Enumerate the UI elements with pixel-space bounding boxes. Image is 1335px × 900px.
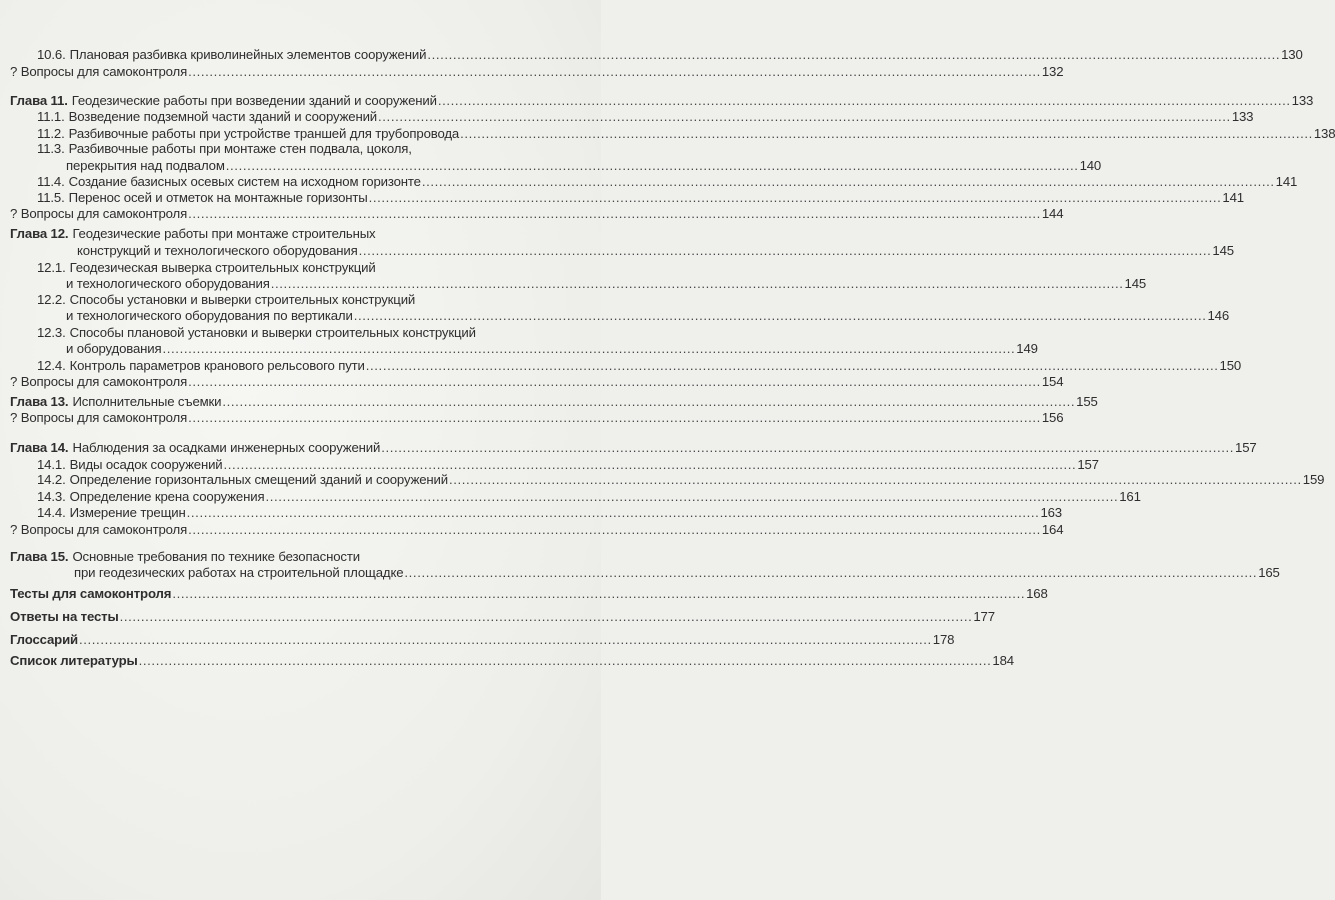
entry-title: Разбивочные работы при монтаже стен подвала, цоколя, — [68, 141, 412, 156]
section-number: 11.4. — [37, 174, 65, 189]
dot-leader: ........................................................................................................................................................................................................ — [225, 158, 1079, 173]
dot-leader: ........................................................................................................................................................................................................ — [188, 522, 1041, 537]
page-number: 141 — [1222, 190, 1244, 205]
page-number: 161 — [1119, 489, 1141, 504]
page-number: 150 — [1219, 358, 1242, 373]
dot-leader: ........................................................................................................................................................................................................ — [358, 243, 1212, 258]
toc-entry-line[interactable] — [37, 325, 540, 341]
dot-leader: ........................................................................................................................................................................................................ — [427, 47, 1281, 62]
page-number: 141 — [1275, 174, 1298, 189]
entry-title: ? Вопросы для самоконтроля — [10, 410, 188, 425]
dot-leader: ........................................................................................................................................................................................................ — [79, 632, 932, 647]
dot-leader: ........................................................................................................................................................................................................ — [162, 341, 1016, 356]
chapter-label: Глава 15. — [10, 549, 69, 564]
toc-entry-line[interactable] — [37, 141, 540, 157]
toc-entry-line[interactable] — [10, 206, 1064, 222]
toc-entry-line[interactable] — [10, 522, 1064, 538]
entry-title: конструкций и технологического оборудования — [77, 243, 358, 258]
page-number: 163 — [1040, 505, 1062, 520]
entry-title: Исполнительные съемки — [72, 394, 222, 409]
page-number: 156 — [1041, 410, 1064, 425]
page-number: 145 — [1124, 276, 1147, 291]
dot-leader: ........................................................................................................................................................................................................ — [381, 440, 1235, 455]
toc-entry-line[interactable] — [37, 174, 1298, 190]
page-number: 184 — [992, 653, 1014, 668]
section-number: 14.2. — [37, 472, 66, 487]
entry-title: при геодезических работах на строительной площадке — [74, 565, 404, 580]
dot-leader: ........................................................................................................................................................................................................ — [460, 126, 1313, 141]
toc-entry-line[interactable] — [66, 308, 1230, 324]
page-number: 155 — [1076, 394, 1098, 409]
dot-leader: ........................................................................................................................................................................................................ — [188, 206, 1041, 221]
page-number: 154 — [1041, 374, 1064, 389]
entry-title: Создание базисных осевых систем на исходном горизонте — [68, 174, 421, 189]
toc-entry-line[interactable] — [37, 358, 1242, 374]
dot-leader: ........................................................................................................................................................................................................ — [172, 586, 1026, 601]
entry-title: Разбивочные работы при устройстве траншей для трубопровода — [68, 126, 460, 141]
page-number: 144 — [1041, 206, 1064, 221]
page-number: 130 — [1281, 47, 1303, 62]
dot-leader: ........................................................................................................................................................................................................ — [449, 472, 1302, 487]
entry-title: и технологического оборудования по вертикали — [66, 308, 353, 323]
entry-title: Перенос осей и отметок на монтажные горизонты — [68, 190, 368, 205]
entry-title: Определение крена сооружения — [69, 489, 265, 504]
page-number: 157 — [1077, 457, 1099, 472]
toc-entry-line[interactable] — [10, 93, 1314, 109]
dot-leader: ........................................................................................................................................................................................................ — [404, 565, 1258, 580]
dot-leader: ........................................................................................................................................................................................................ — [378, 109, 1231, 124]
section-number: 11.3. — [37, 141, 65, 156]
toc-entry-line[interactable] — [10, 632, 955, 648]
toc-entry-line[interactable] — [37, 472, 1325, 488]
section-number: 12.3. — [37, 325, 66, 340]
page-number: 145 — [1212, 243, 1234, 258]
toc-entry-line[interactable] — [66, 341, 1038, 357]
page-number: 159 — [1302, 472, 1325, 487]
toc-entry-line[interactable] — [37, 505, 1062, 521]
entry-title: Основные требования по технике безопасности — [72, 549, 360, 564]
page-number: 149 — [1016, 341, 1038, 356]
entry-title: Виды осадок сооружений — [69, 457, 223, 472]
entry-title: ? Вопросы для самоконтроля — [10, 522, 188, 537]
entry-title: Определение горизонтальных смещений зданий и сооружений — [69, 472, 448, 487]
section-number: 10.6. — [37, 47, 66, 62]
entry-title: перекрытия над подвалом — [66, 158, 225, 173]
section-number: 12.2. — [37, 292, 66, 307]
dot-leader: ........................................................................................................................................................................................................ — [265, 489, 1119, 504]
toc-entry-line[interactable] — [37, 292, 540, 308]
toc-entry-line[interactable] — [10, 394, 1098, 410]
entry-title: Глоссарий — [10, 632, 78, 647]
toc-entry-line[interactable] — [10, 440, 1257, 456]
entry-title: Тесты для самоконтроля — [10, 586, 172, 601]
toc-entry-line[interactable] — [37, 489, 1141, 505]
toc-entry-line[interactable] — [37, 109, 1254, 125]
dot-leader: ........................................................................................................................................................................................................ — [138, 653, 992, 668]
entry-title: Измерение трещин — [69, 505, 186, 520]
toc-entry-line[interactable] — [10, 549, 540, 565]
section-number: 11.2. — [37, 126, 65, 141]
chapter-label: Глава 11. — [10, 93, 68, 108]
section-number: 14.1. — [37, 457, 66, 472]
entry-title: ? Вопросы для самоконтроля — [10, 374, 188, 389]
page-number: 146 — [1207, 308, 1230, 323]
toc-entry-line[interactable] — [10, 374, 1064, 390]
entry-title: Наблюдения за осадками инженерных сооружений — [72, 440, 381, 455]
page-number: 157 — [1235, 440, 1257, 455]
toc-entry-line[interactable] — [10, 410, 1064, 426]
dot-leader: ........................................................................................................................................................................................................ — [223, 457, 1077, 472]
entry-title: и оборудования — [66, 341, 162, 356]
page-number: 178 — [932, 632, 955, 647]
page-number: 138 — [1313, 126, 1335, 141]
page-number: 168 — [1026, 586, 1048, 601]
section-number: 14.4. — [37, 505, 66, 520]
page-number: 132 — [1041, 64, 1064, 79]
toc-entry-line[interactable] — [37, 126, 1335, 142]
dot-leader: ........................................................................................................................................................................................................ — [186, 505, 1040, 520]
dot-leader: ........................................................................................................................................................................................................ — [188, 410, 1041, 425]
dot-leader: ........................................................................................................................................................................................................ — [368, 190, 1222, 205]
entry-title: Плановая разбивка криволинейных элементов сооружений — [69, 47, 427, 62]
toc-entry-line[interactable] — [37, 47, 1303, 63]
section-number: 14.3. — [37, 489, 66, 504]
toc-entry-line[interactable] — [37, 457, 1099, 473]
section-number: 11.1. — [37, 109, 65, 124]
toc-entry-line[interactable] — [37, 260, 540, 276]
dot-leader: ........................................................................................................................................................................................................ — [270, 276, 1124, 291]
entry-title: Возведение подземной части зданий и сооружений — [68, 109, 378, 124]
toc-entry-line[interactable] — [66, 276, 1147, 292]
chapter-label: Глава 12. — [10, 226, 69, 241]
dot-leader: ........................................................................................................................................................................................................ — [421, 174, 1275, 189]
chapter-label: Глава 13. — [10, 394, 69, 409]
page-number: 133 — [1231, 109, 1254, 124]
dot-leader: ........................................................................................................................................................................................................ — [188, 64, 1041, 79]
dot-leader: ........................................................................................................................................................................................................ — [222, 394, 1076, 409]
toc-entry-line[interactable] — [10, 609, 995, 625]
toc-entry-line[interactable] — [77, 243, 1234, 259]
section-number: 12.4. — [37, 358, 66, 373]
entry-title: ? Вопросы для самоконтроля — [10, 206, 188, 221]
chapter-label: Глава 14. — [10, 440, 69, 455]
entry-title: Геодезические работы при возведении зданий и сооружений — [71, 93, 437, 108]
section-number: 12.1. — [37, 260, 66, 275]
entry-title: ? Вопросы для самоконтроля — [10, 64, 188, 79]
entry-title: и технологического оборудования — [66, 276, 270, 291]
toc-entry-line[interactable] — [10, 226, 540, 242]
dot-leader: ........................................................................................................................................................................................................ — [188, 374, 1041, 389]
page-number: 165 — [1258, 565, 1280, 580]
page-number: 140 — [1079, 158, 1102, 173]
entry-title: Геодезическая выверка строительных конструкций — [69, 260, 376, 275]
dot-leader: ........................................................................................................................................................................................................ — [365, 358, 1219, 373]
page-number: 164 — [1041, 522, 1064, 537]
entry-title: Геодезические работы при монтаже строительных — [72, 226, 376, 241]
dot-leader: ........................................................................................................................................................................................................ — [437, 93, 1291, 108]
toc-entry-line[interactable] — [66, 158, 1102, 174]
toc-entry-line[interactable] — [10, 653, 1014, 669]
toc-entry-line[interactable] — [74, 565, 1280, 581]
page-number: 133 — [1291, 93, 1314, 108]
entry-title: Контроль параметров кранового рельсового пути — [69, 358, 365, 373]
toc-entry-line[interactable] — [37, 190, 1244, 206]
dot-leader: ........................................................................................................................................................................................................ — [119, 609, 973, 624]
page-number: 177 — [973, 609, 995, 624]
toc-entry-line[interactable] — [10, 586, 1048, 602]
dot-leader: ........................................................................................................................................................................................................ — [353, 308, 1207, 323]
entry-title: Список литературы — [10, 653, 138, 668]
toc-entry-line[interactable] — [10, 64, 1064, 80]
entry-title: Ответы на тесты — [10, 609, 119, 624]
section-number: 11.5. — [37, 190, 65, 205]
entry-title: Способы установки и выверки строительных конструкций — [69, 292, 416, 307]
entry-title: Способы плановой установки и выверки строительных конструкций — [69, 325, 476, 340]
